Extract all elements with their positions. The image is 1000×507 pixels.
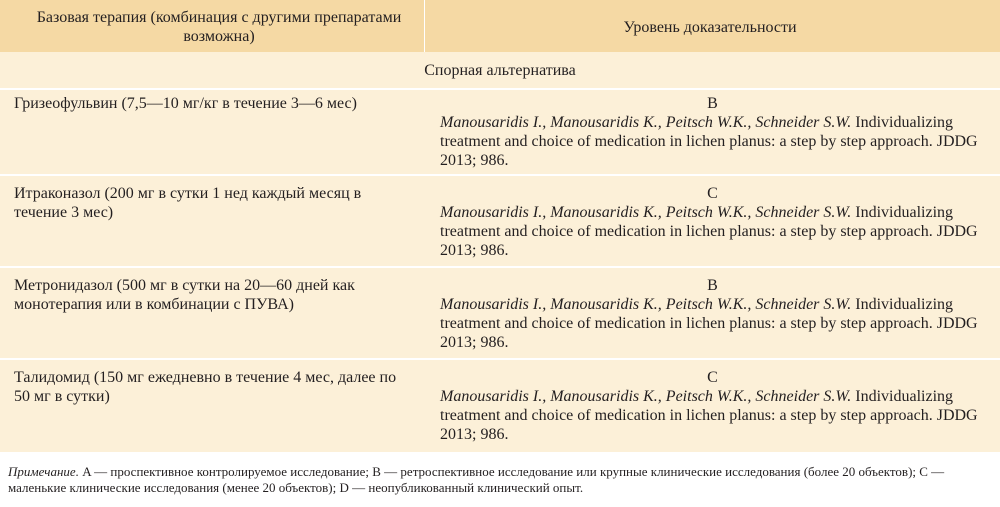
evidence-level: C: [707, 369, 718, 386]
table-header: [0, 0, 1000, 52]
reference-text: Individualizing treatment and choice of medication in lichen planus: a step by step approach. JDDG 2013; 986.: [440, 204, 978, 259]
reference: [440, 203, 985, 260]
header-base-therapy: Базовая терапия (комбинация с другими препаратами возможна): [36, 9, 402, 45]
reference: [440, 113, 985, 170]
note-text: A — проспективное контролируемое исследование; B — ретроспективное исследование или крупные клинические исследования (более 20 объектов); C — маленькие клинические исследования (менее 20 объектов); D — неопубликованный клинический опыт.: [8, 464, 945, 495]
evidence-level: C: [707, 185, 718, 202]
reference-text: Individualizing treatment and choice of medication in lichen planus: a step by step approach. JDDG 2013; 986.: [440, 114, 978, 169]
drug-cell: Гризеофульвин (7,5—10 мг/кг в течение 3—6 мес): [14, 95, 357, 112]
divider: [0, 358, 1000, 360]
reference: [440, 295, 985, 352]
evidence-level: B: [707, 277, 718, 294]
reference: [440, 387, 985, 444]
drug-cell: Талидомид (150 мг ежедневно в течение 4 мес, далее по 50 мг в сутки): [14, 369, 397, 405]
reference-authors: Manousaridis I., Manousaridis K., Peitsch W.K., Schneider S.W.: [440, 204, 852, 221]
reference-authors: Manousaridis I., Manousaridis K., Peitsch W.K., Schneider S.W.: [440, 388, 852, 405]
reference-text: Individualizing treatment and choice of medication in lichen planus: a step by step approach. JDDG 2013; 986.: [440, 296, 978, 351]
section-title: Спорная альтернатива: [424, 62, 576, 79]
reference-text: Individualizing treatment and choice of medication in lichen planus: a step by step approach. JDDG 2013; 986.: [440, 388, 978, 443]
evidence-level: B: [707, 95, 718, 112]
divider: [0, 174, 1000, 176]
table-note: [8, 464, 998, 496]
divider: [0, 266, 1000, 268]
divider: [0, 88, 1000, 90]
header-evidence-level: Уровень доказательности: [623, 19, 797, 36]
reference-authors: Manousaridis I., Manousaridis K., Peitsch W.K., Schneider S.W.: [440, 114, 852, 131]
drug-cell: Итраконазол (200 мг в сутки 1 нед каждый месяц в течение 3 мес): [14, 185, 362, 221]
note-label: Примечание.: [8, 464, 79, 479]
header-divider: [424, 0, 425, 52]
reference-authors: Manousaridis I., Manousaridis K., Peitsch W.K., Schneider S.W.: [440, 296, 852, 313]
drug-cell: Метронидазол (500 мг в сутки на 20—60 дней как монотерапия или в комбинации с ПУВА): [14, 277, 355, 313]
